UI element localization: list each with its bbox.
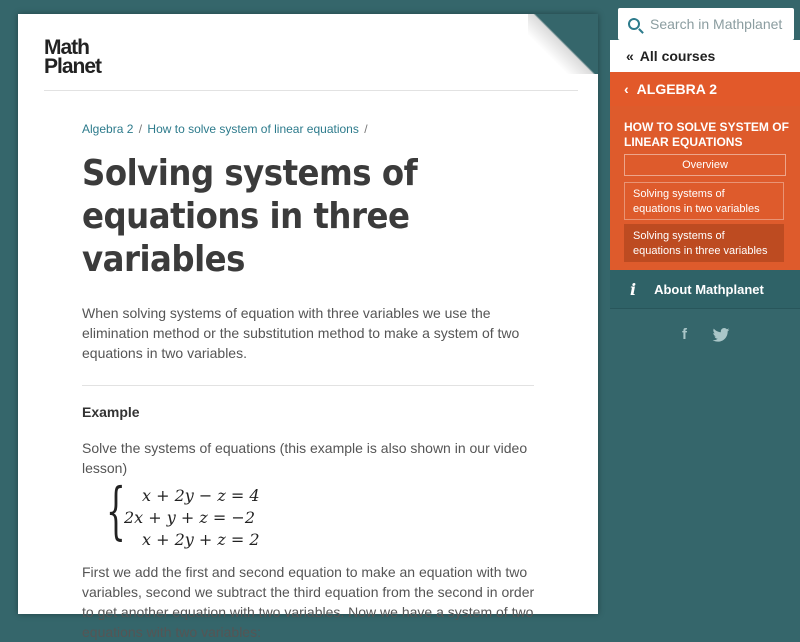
lesson-link-three-variables-active[interactable]: Solving systems of equations in three variables [624, 224, 784, 262]
equation-system [106, 474, 537, 550]
mathplanet-logo[interactable] [44, 38, 101, 76]
sidebar-divider [610, 308, 800, 309]
intro-paragraph: When solving systems of equation with three variables we use the elimination method or the substitution method to make a system of two equations in two variables. [82, 305, 520, 361]
course-label: ALGEBRA 2 [636, 81, 718, 97]
double-chevron-left-icon: « [626, 48, 634, 64]
lesson-link-two-variables[interactable]: Solving systems of equations in two variables [624, 182, 784, 220]
course-link-algebra-2[interactable] [610, 72, 800, 106]
equation-3: x + 2y + z = 2 [142, 530, 260, 549]
section-title[interactable]: HOW TO SOLVE SYSTEM OF LINEAR EQUATIONS [624, 120, 789, 149]
breadcrumb [82, 122, 537, 136]
all-courses-label: All courses [639, 48, 716, 64]
overview-button[interactable]: Overview [624, 154, 786, 176]
example-text: Solve the systems of equations (this example is also shown in our video lesson) [82, 440, 528, 476]
twitter-icon[interactable] [712, 328, 730, 342]
search-box[interactable] [618, 8, 794, 40]
facebook-icon[interactable]: f [682, 326, 687, 343]
chevron-left-icon: ‹ [624, 81, 629, 97]
followup-paragraph: First we add the first and second equation to make an equation with two variables, second we subtract the third equation from the second in order to get another equation with two variables. Now we have a system of two equations with two variables: [82, 564, 535, 640]
equation-1: x + 2y − z = 4 [142, 486, 260, 505]
article-content [82, 122, 537, 642]
breadcrumb-link-algebra-2[interactable]: Algebra 2 [82, 122, 134, 136]
content-divider [82, 385, 534, 386]
logo-line-2: Planet [44, 55, 102, 78]
social-links [610, 324, 800, 348]
breadcrumb-separator: / [364, 122, 368, 136]
page-title: Solving systems of equations in three variables [82, 153, 418, 280]
breadcrumb-separator: / [138, 122, 143, 136]
all-courses-link[interactable] [610, 40, 800, 72]
logo-line-1: Math [44, 36, 89, 59]
header-divider [44, 90, 578, 91]
info-icon: i [630, 279, 637, 299]
about-label: About Mathplanet [654, 281, 764, 297]
search-icon [628, 18, 640, 30]
search-input[interactable] [648, 15, 792, 33]
equation-2: 2x + y + z = −2 [124, 508, 255, 527]
about-mathplanet-link[interactable] [610, 270, 800, 308]
page-paper [18, 14, 598, 640]
right-sidebar [610, 0, 800, 600]
page-curl-decoration [528, 14, 598, 74]
breadcrumb-link-linear-equations[interactable]: How to solve system of linear equations [147, 122, 359, 136]
lesson-section [610, 106, 800, 270]
example-heading: Example [82, 404, 140, 420]
left-brace-icon: { [106, 474, 126, 547]
